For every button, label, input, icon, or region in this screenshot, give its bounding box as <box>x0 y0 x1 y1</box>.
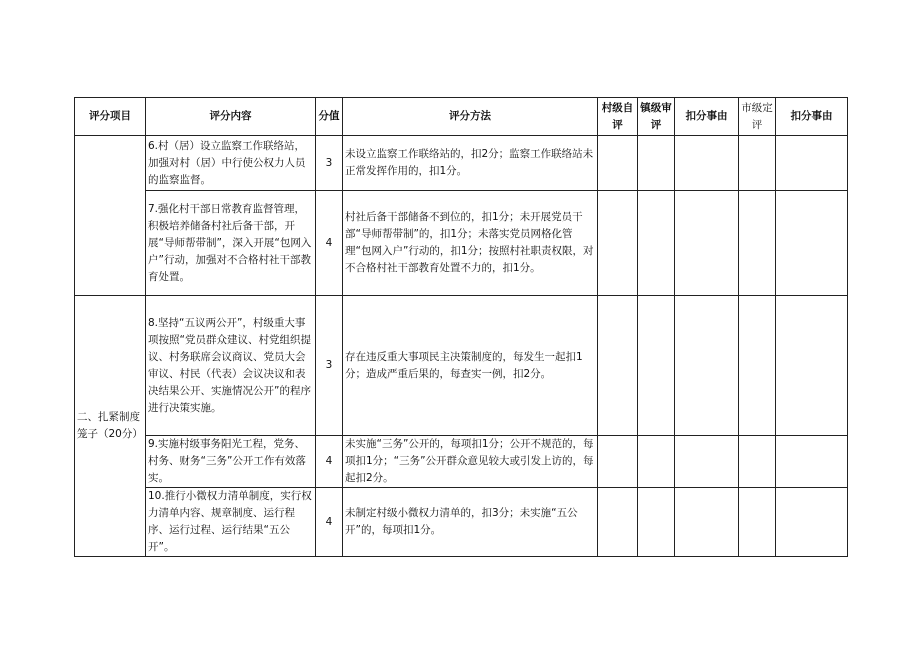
content-cell: 7.强化村干部日常教育监督管理，积极培养储备村社后备干部，开展“导师帮带制”，深入开展“包网入户”行动，加强对不合格村社干部教育处置。 <box>146 191 316 296</box>
deduct-reason-cell[interactable] <box>776 136 848 191</box>
method-cell: 村社后备干部储备不到位的，扣1分；未开展党员干部“导师帮带制”的，扣1分；未落实党员网格化管理“包网入户”行动的，扣1分；按照村社职责权限，对不合格村社干部教育处置不力的，扣1分。 <box>343 191 598 296</box>
village-self-cell[interactable] <box>598 136 638 191</box>
village-self-cell[interactable] <box>598 296 638 436</box>
city-review-cell[interactable] <box>739 191 776 296</box>
town-review-cell[interactable] <box>638 488 675 557</box>
deduct-reason-cell[interactable] <box>776 191 848 296</box>
header-deduct-reason-1: 扣分事由 <box>675 98 739 136</box>
content-cell: 9.实施村级事务阳光工程，党务、村务、财务“三务”公开工作有效落实。 <box>146 436 316 488</box>
table-row <box>75 296 848 436</box>
score-cell: 3 <box>316 296 343 436</box>
table-row <box>75 488 848 557</box>
city-review-cell[interactable] <box>739 488 776 557</box>
village-self-cell[interactable] <box>598 191 638 296</box>
method-cell: 存在违反重大事项民主决策制度的，每发生一起扣1分；造成严重后果的，每查实一例，扣2分。 <box>343 296 598 436</box>
table-row <box>75 436 848 488</box>
score-cell: 3 <box>316 136 343 191</box>
header-project: 评分项目 <box>75 98 146 136</box>
town-review-cell[interactable] <box>638 436 675 488</box>
table-row <box>75 191 848 296</box>
content-cell: 6.村（居）设立监察工作联络站，加强对村（居）中行使公权力人员的监察监督。 <box>146 136 316 191</box>
score-cell: 4 <box>316 436 343 488</box>
deduct-reason-cell[interactable] <box>776 436 848 488</box>
village-self-cell[interactable] <box>598 436 638 488</box>
header-content: 评分内容 <box>146 98 316 136</box>
evaluation-table <box>74 97 848 557</box>
content-cell: 8.坚持“五议两公开”，村级重大事项按照“党员群众建议、村党组织提议、村务联席会议商议、党员大会审议、村民（代表）会议决议和表决结果公开、实施情况公开”的程序进行决策实施。 <box>146 296 316 436</box>
header-row <box>75 98 848 136</box>
content-cell: 10.推行小微权力清单制度，实行权力清单内容、规章制度、运行程序、运行过程、运行结果“五公开”。 <box>146 488 316 557</box>
header-city-review: 市级定评 <box>739 98 776 136</box>
table-row <box>75 136 848 191</box>
category-cell: 二、扎紧制度笼子（20分） <box>75 296 146 557</box>
header-deduct-reason-2: 扣分事由 <box>776 98 848 136</box>
method-cell: 未制定村级小微权力清单的，扣3分；未实施“五公开”的，每项扣1分。 <box>343 488 598 557</box>
deduct-reason-cell[interactable] <box>675 296 739 436</box>
deduct-reason-cell[interactable] <box>776 296 848 436</box>
header-village-self: 村级自评 <box>598 98 638 136</box>
town-review-cell[interactable] <box>638 191 675 296</box>
city-review-cell[interactable] <box>739 136 776 191</box>
town-review-cell[interactable] <box>638 296 675 436</box>
deduct-reason-cell[interactable] <box>675 488 739 557</box>
deduct-reason-cell[interactable] <box>675 136 739 191</box>
score-cell: 4 <box>316 191 343 296</box>
header-town-review: 镇级审评 <box>638 98 675 136</box>
score-cell: 4 <box>316 488 343 557</box>
category-cell-empty <box>75 136 146 296</box>
deduct-reason-cell[interactable] <box>776 488 848 557</box>
header-score: 分值 <box>316 98 343 136</box>
method-cell: 未实施“三务”公开的，每项扣1分；公开不规范的，每项扣1分；“三务”公开群众意见较大或引发上访的，每起扣2分。 <box>343 436 598 488</box>
deduct-reason-cell[interactable] <box>675 436 739 488</box>
city-review-cell[interactable] <box>739 436 776 488</box>
header-method: 评分方法 <box>343 98 598 136</box>
method-cell: 未设立监察工作联络站的，扣2分；监察工作联络站未正常发挥作用的，扣1分。 <box>343 136 598 191</box>
deduct-reason-cell[interactable] <box>675 191 739 296</box>
city-review-cell[interactable] <box>739 296 776 436</box>
village-self-cell[interactable] <box>598 488 638 557</box>
town-review-cell[interactable] <box>638 136 675 191</box>
